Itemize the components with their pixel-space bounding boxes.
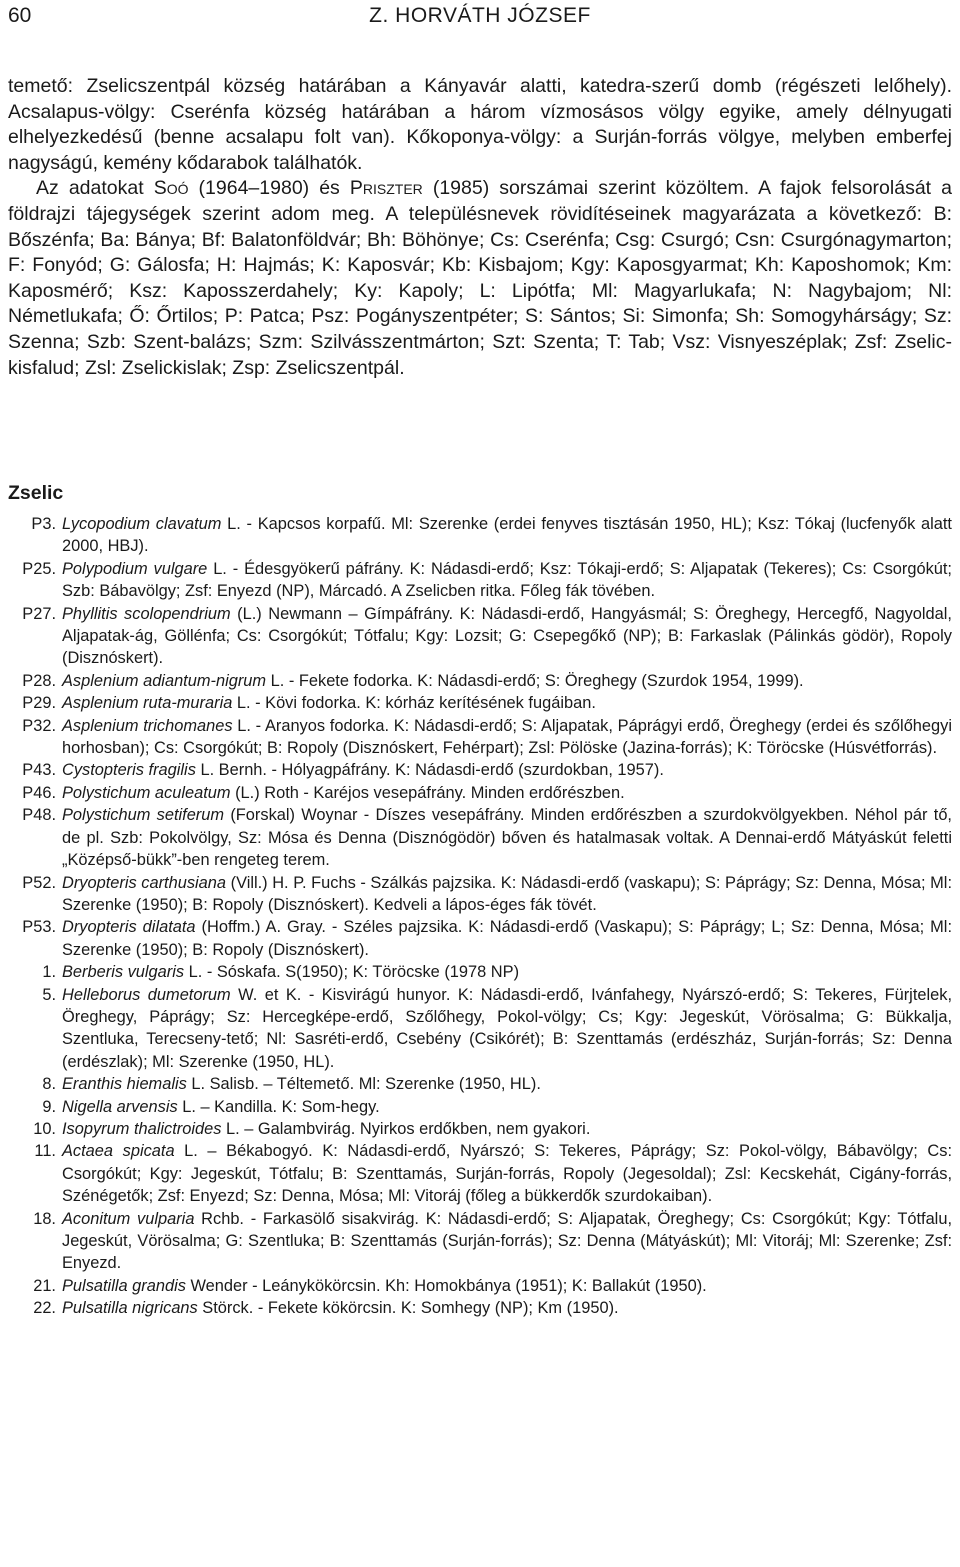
- entry-body: [62, 1297, 952, 1319]
- entry-text: Wender - Leánykökörcsin. Kh: Homokbánya (1951); K: Ballakút (1950).: [185, 1276, 707, 1295]
- species-entry: [8, 759, 952, 781]
- entry-number: 18.: [33, 1209, 56, 1228]
- intro-paragraph-2: [8, 176, 952, 381]
- entry-body: [62, 1118, 952, 1140]
- taxon-name: Pulsatilla nigricans: [62, 1299, 198, 1318]
- species-entry: [8, 804, 952, 871]
- species-entry: [8, 1275, 952, 1297]
- entry-text: L. - Kapcsos korpafű. Ml: Szerenke (erdei fenyves tisztásán 1950, HL); Ksz: Tókaj (lucfenyők alatt 2000, HBJ).: [62, 515, 952, 556]
- entry-text: L. Bernh. - Hólyagpáfrány. K: Nádasdi-erdő (szurdokban, 1957).: [195, 761, 664, 780]
- entry-text: L. – Békabogyó. K: Nádasdi-erdő, Nyárszó; S: Tekeres, Páprágy; Sz: Pokol-völgy, Bábavölgy; Cs: Csorgókút; Kgy: Jegeskút, Tótfalu; B: Szenttamás, Surján-forrás, Ropoly (Jegesoldal); Zsl: Kecskehát, Cigány-forrás, Szénégetők; Zsf: Enyezd; Sz: Denna, Mósa; Ml: Vitoráj (főleg a bükkerdők szurdokaiban).: [62, 1142, 952, 1206]
- entry-text: (Hoffm.) A. Gray. - Széles pajzsika. K: Nádasdi-erdő (Vaskapu); S: Páprágy; L; Sz: Denna, Mósa; Ml: Szerenke (1950); B: Ropoly (Disznóskert).: [62, 918, 953, 959]
- taxon-name: Asplenium adiantum-nigrum: [62, 671, 267, 690]
- entry-number: P52.: [22, 873, 56, 892]
- entry-body: [62, 804, 952, 871]
- entry-text: Störck. - Fekete kökörcsin. K: Somhegy (NP); Km (1950).: [197, 1299, 619, 1318]
- entry-number: P46.: [22, 783, 56, 802]
- taxon-name: Asplenium trichomanes: [62, 716, 233, 735]
- taxon-name: Isopyrum thalictroides: [62, 1119, 222, 1138]
- entry-text: (L.) Newmann – Gímpáfrány. K: Nádasdi-erdő, Hangyásmál; S: Öreghegy, Hercegfő, Nagyoldal, Aljapatak-ág, Göllénfa; Cs: Csorgókút; Tótfalu; Kgy: Lozsit; G: Csepegőkő (NP); B: Farkaslak (Pálinkás gödör), Ropoly (Disznóskert).: [62, 604, 952, 668]
- intro-text: [8, 74, 952, 381]
- species-entry: [8, 984, 952, 1074]
- taxon-name: Eranthis hiemalis: [62, 1075, 187, 1094]
- entry-text: L. - Fekete fodorka. K: Nádasdi-erdő; S: Öreghegy (Szurdok 1954, 1999).: [266, 671, 804, 690]
- entry-body: [62, 603, 952, 670]
- entry-number: 5.: [42, 985, 56, 1004]
- entry-body: [62, 1208, 952, 1275]
- running-head: Z. HORVÁTH JÓZSEF: [369, 4, 591, 27]
- entry-body: [62, 782, 952, 804]
- entry-text: (L.) Roth - Karéjos vesepáfrány. Minden erdőrészben.: [230, 783, 625, 802]
- species-entry: [8, 916, 952, 961]
- taxon-name: Polystichum aculeatum: [62, 783, 231, 802]
- entry-text: (Vill.) H. P. Fuchs - Szálkás pajzsika. K: Nádasdi-erdő (vaskapu); S: Páprágy; Sz: Denna, Mósa; Ml: Szerenke (1950); B: Ropoly (Disznóskert). Kedveli a lápos-éges fák tövét.: [62, 873, 952, 914]
- intro-p2-a: Az adatokat: [36, 177, 154, 200]
- entry-number: P27.: [22, 604, 56, 623]
- entry-number: P53.: [22, 918, 56, 937]
- taxon-name: Asplenium ruta-muraria: [62, 694, 233, 713]
- species-entry: [8, 558, 952, 603]
- entry-number: 9.: [42, 1097, 56, 1116]
- entry-body: [62, 670, 952, 692]
- entry-body: [62, 984, 952, 1074]
- entry-number: 22.: [33, 1299, 56, 1318]
- species-entry: [8, 1073, 952, 1095]
- entry-text: (Forskal) Woynar - Díszes vesepáfrány. Minden erdőrészben a szurdokvölgyekben. Néhol pár tő, de pl. Szb: Pokolvölgy, Sz: Mósa és Denna (Disznógödör) bőven és hatalmasak voltak. A Dennai-erdő Mátyáskút feletti „Középső-bükk”-ben rengeteg terem.: [62, 806, 952, 870]
- entry-text: L. - Sóskafa. S(1950); K: Töröcske (1978 NP): [184, 963, 520, 982]
- entry-number: P25.: [22, 559, 56, 578]
- entry-body: [62, 872, 952, 917]
- taxon-name: Dryopteris carthusiana: [62, 873, 227, 892]
- entry-body: [62, 1096, 952, 1118]
- entry-body: [62, 715, 952, 760]
- entry-number: P43.: [22, 761, 56, 780]
- taxon-name: Actaea spicata: [62, 1142, 175, 1161]
- intro-p2-c: (1985) sorszámai szerint közöltem. A fajok felsorolását a földrajzi tájegységek szerint adom meg. A településnevek rövidítéseinek magyarázata a következő: B: Bőszénfa; Ba: Bánya; Bf: Balatonföldvár; Bh: Böhönye; Cs: Cserénfa; Csg: Csurgó; Csn: Csurgónagymarton; F: Fonyód; G: Gálosfa; H: Hajmás; K: Kaposvár; Kb: Kisbajom; Kgy: Kaposgyarmat; Kh: Kaposhomok; Km: Kaposmérő; Ksz: Kaposszerdahely; Ky: Kapoly; L: Lipótfa; Ml: Magyarlukafa; N: Nagybajom; Nl: Németlukafa; Ő: Őrtilos; P: Patca; Psz: Pogányszentpéter; S: Sántos; Si: Simonfa; Sh: Somogyhárságy; Sz: Szenna; Szb: Szent-balázs; Szm: Szilvásszentmárton; Szt: Szenta; T: Tab; Vsz: Visnyeszéplak; Zsf: Zselic-kisfalud; Zsl: Zselickislak; Zsp: Zselicszentpál.: [8, 177, 952, 379]
- species-entry: [8, 1297, 952, 1319]
- entry-number: 21.: [33, 1276, 56, 1295]
- taxon-name: Lycopodium clavatum: [62, 515, 222, 533]
- intro-paragraph-1: temető: Zselicszentpál község határában a Kányavár alatti, katedra-szerű domb (régészeti lelőhely). Acsalapus-völgy: Cserénfa község határában a három vízmosásos völgy egyike, amely délnyugati elhelyezkedésű (benne acsalapu folt van). Kőkoponya-völgy: a Surján-forrás völgye, melyben emberfej nagyságú, kemény kődarabok találhatók.: [8, 75, 952, 174]
- taxon-name: Dryopteris dilatata: [62, 918, 196, 937]
- species-entry: [8, 1140, 952, 1207]
- species-entry: [8, 872, 952, 917]
- taxon-name: Pulsatilla grandis: [62, 1276, 186, 1295]
- entry-text: L. - Édesgyökerű páfrány. K: Nádasdi-erdő; Ksz: Tókaji-erdő; S: Aljapatak (Tekeres); Cs: Csorgókút; Szb: Bábavölgy; Zsf: Enyezd (NP), Márcadó. A Zselicben ritka. Főleg fák tövében.: [62, 559, 952, 601]
- taxon-name: Helleborus dumetorum: [62, 985, 231, 1004]
- entry-body: [62, 558, 952, 603]
- taxon-name: Phyllitis scolopendrium: [62, 604, 231, 623]
- intro-p2-b: (1964–1980) és: [188, 177, 350, 200]
- species-entry: [8, 1208, 952, 1275]
- author-soo: Soó: [153, 177, 189, 200]
- taxon-name: Cystopteris fragilis: [62, 761, 196, 780]
- species-entry: [8, 603, 952, 670]
- species-entry: [8, 692, 952, 714]
- species-entry: [8, 1118, 952, 1140]
- species-entry: [8, 1096, 952, 1118]
- taxon-name: Aconitum vulparia: [62, 1209, 195, 1228]
- taxon-name: Berberis vulgaris: [62, 963, 185, 982]
- entry-text: L. - Kövi fodorka. K: kórház kerítésének fugáiban.: [232, 694, 596, 713]
- author-priszter: Priszter: [349, 177, 423, 200]
- entry-body: [62, 692, 952, 714]
- entry-text: L. – Galambvirág. Nyirkos erdőkben, nem gyakori.: [221, 1119, 591, 1138]
- entry-text: L. - Aranyos fodorka. K: Nádasdi-erdő; S: Aljapatak, Páprágyi erdő, Öreghegy (erdei és szőlőhegyi horhosban); Cs: Csorgókút; B: Ropoly (Disznóskert, Fehérpart); Zsl: Pölöske (Jazina-forrás); K: Töröcske (Húsvétforrás).: [62, 716, 952, 758]
- entry-text: Rchb. - Farkasölő sisakvirág. K: Nádasdi-erdő; S: Aljapatak, Öreghegy; Cs: Csorgókút; Kgy: Tótfalu, Jegeskút, Vörösalma; G: Szentluka; B: Szenttamás (Surján-forrás); Sz: Denna (Mátyáskút); Ml: Vitoráj; Ml: Szerenke; Zsf: Enyezd.: [62, 1209, 952, 1273]
- entry-number: P29.: [22, 694, 56, 713]
- entry-number: P48.: [22, 806, 56, 825]
- entry-body: [62, 1275, 952, 1297]
- entry-body: [62, 1073, 952, 1095]
- entry-body: [62, 1140, 952, 1207]
- taxon-name: Polypodium vulgare: [62, 559, 208, 578]
- taxon-name: Polystichum setiferum: [62, 806, 225, 825]
- entry-number: 1.: [42, 963, 56, 982]
- entry-body: [62, 759, 952, 781]
- entry-number: P32.: [22, 716, 56, 735]
- species-entry: [8, 782, 952, 804]
- species-entry: [8, 513, 952, 558]
- section-heading: Zselic: [8, 482, 64, 504]
- entry-number: P3.: [31, 515, 56, 533]
- species-list: [8, 513, 952, 1320]
- entry-text: W. et K. - Kisvirágú hunyor. K: Nádasdi-erdő, Ivánfahegy, Nyárszó-erdő; S: Tekeres, Fürjtelek, Öreghegy, Páprágy; Sz: Hercegképe-erdő, Szőlőhegy, Pokol-völgy; Cs; Kgy: Jegeskút, Vörösalma; G: Bükkalja, Szentluka, Terecseny-tető; Nl: Sasréti-erdő, Csebény (Csikórét); B: Szenttamás (erdészház, Surján-forrás; Sz: Denna (erdészlak); Ml: Szerenke (1950, HL).: [62, 985, 953, 1071]
- entry-number: P28.: [22, 671, 56, 690]
- species-entry: [8, 670, 952, 692]
- entry-body: [62, 961, 952, 983]
- page-number: 60: [8, 4, 32, 27]
- entry-body: [62, 513, 952, 558]
- entry-text: L. Salisb. – Téltemető. Ml: Szerenke (1950, HL).: [186, 1075, 541, 1094]
- entry-body: [62, 916, 952, 961]
- entry-number: 8.: [42, 1075, 56, 1094]
- species-entry: [8, 715, 952, 760]
- species-entry: [8, 961, 952, 983]
- entry-text: L. – Kandilla. K: Som-hegy.: [177, 1097, 380, 1116]
- entry-number: 10.: [33, 1119, 56, 1138]
- taxon-name: Nigella arvensis: [62, 1097, 178, 1116]
- entry-number: 11.: [34, 1142, 56, 1161]
